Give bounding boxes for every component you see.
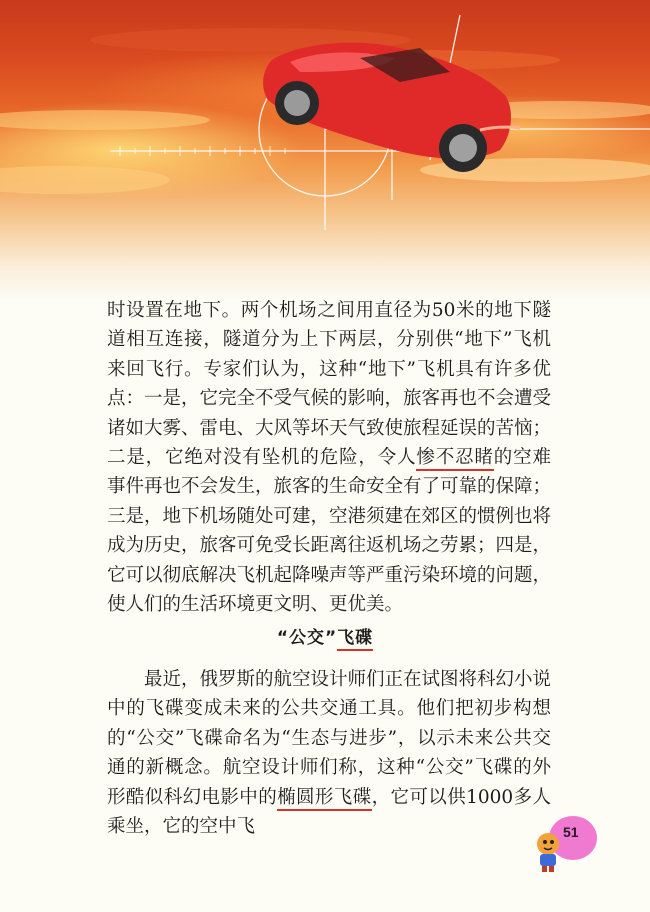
paragraph-1-text-a: 时设置在地下。两个机场之间用直径为50米的地下隧道相互连接，隧道分为上下两层，分别供“地下”飞机来回飞行。专家们认为，这种“地下”飞机具有许多优点：一是，它完全不受气候的影响，旅客再也不会遭受诸如大雾、雷电、大风等坏天气致使旅程延误的苦恼；二是，它绝对没有坠机的危险，令人 bbox=[107, 300, 552, 469]
header-banner-image bbox=[0, 0, 650, 300]
banner-illustration bbox=[0, 0, 650, 300]
paragraph-2-text-b: ，它可以供1000多人乘坐，它的空中飞 bbox=[107, 786, 551, 838]
paragraph-1-text-b: 的空难事件再也不会发生，旅客的生命安全有了可靠的保障；三是，地下机场随处可建，空港须建在郊区的惯例也将成为历史，旅客可免受长距离往返机场之劳累；四是，它可以彻底解决飞机起降噪声等严重污染环境的问题，使人们的生活环境更文明、更优美。 bbox=[107, 447, 552, 616]
cartoon-mascot-icon bbox=[528, 812, 598, 874]
underlined-word: 惨不忍睹 bbox=[416, 447, 493, 471]
paragraph-ufo-bus bbox=[107, 665, 551, 841]
section-heading-prefix: “公交” bbox=[276, 628, 338, 648]
page-number: 51 bbox=[563, 824, 579, 840]
paragraph-airport-advantages bbox=[107, 296, 551, 619]
section-heading bbox=[0, 623, 650, 648]
section-heading-underlined: 飞碟 bbox=[337, 628, 373, 651]
paragraph-2-text-a: 最近，俄罗斯的航空设计师们正在试图将科幻小说中的飞碟变成未来的公共交通工具。他们把初步构想的“公交”飞碟命名为“生态与进步”，以示未来公共交通的新概念。航空设计师们称，这种“公交”飞碟的外形酷似科幻电影中的 bbox=[107, 669, 552, 808]
underlined-word: 椭圆形飞碟 bbox=[277, 787, 372, 811]
